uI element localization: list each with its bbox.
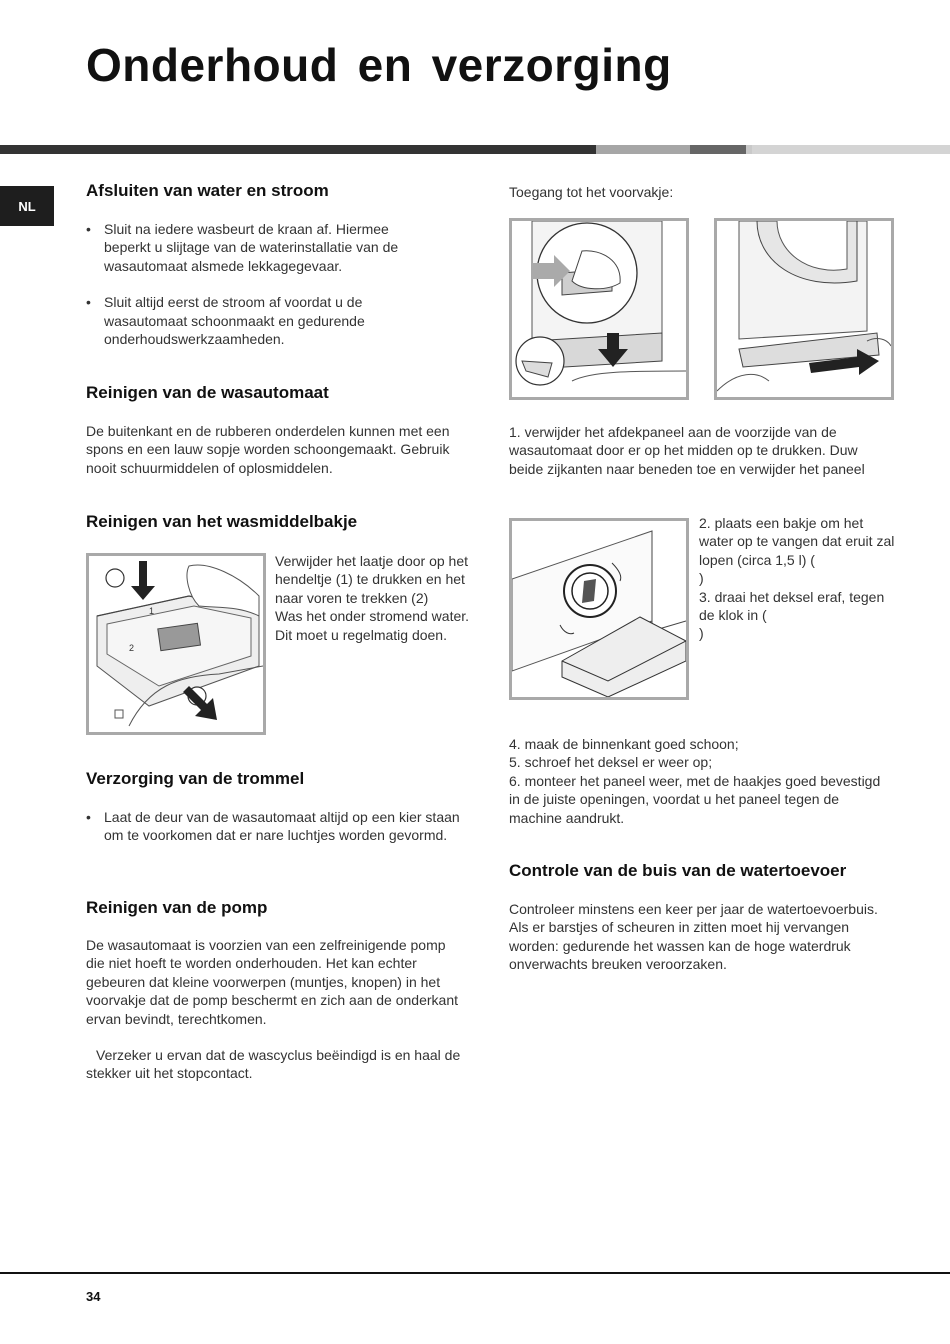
drawer-label-2: 2 [129,643,135,653]
heading-water-hose: Controle van de buis van de watertoevoer [509,861,847,880]
clean-pump-text: De wasautomaat is voorzien van een zelfreinigende pomp die niet hoeft te worden onderhouden. Het kan echter gebeuren dat kleine voorwerpen (muntjes, knopen) in het voorvakje dat de pomp beschermt en zich aan de onderkant ervan bevindt, terechtkomen. [86,937,459,1027]
step-1-text: 1. verwijder het afdekpaneel aan de voorzijde van de wasautomaat door er op het midden op te drukken. Duw beide zijkanten naar beneden toe en verwijder het paneel [509,424,865,477]
list-item: • Sluit altijd eerst de stroom af voordat u de wasautomaat schoonmaakt en gedurende onderhoudswerkzaamheden. [86,293,431,348]
drum-care-list [86,808,471,863]
page-title: Onderhoud en verzorging [86,39,672,91]
heading-water-power: Afsluiten van water en stroom [86,181,329,200]
pump-cover-illustration [509,518,689,700]
water-hose-text: Controleer minstens een keer per jaar de watertoevoerbuis. Als er barstjes of scheuren in zitten moet hij vervangen worden: gedurende het wassen kan de hoge waterdruk onverwachts breuken veroorzaken. [509,901,878,973]
heading-drum-care: Verzorging van de trommel [86,769,305,788]
panel-removal-illustration-1 [509,218,689,400]
heading-clean-machine: Reinigen van de wasautomaat [86,383,329,402]
heading-clean-pump: Reinigen van de pomp [86,898,268,917]
clean-pump-text-2: Verzeker u ervan dat de wascyclus beëindigd is en haal de stekker uit het stopcontact. [86,1047,461,1082]
drawer-label-1: 1 [149,606,155,616]
language-tab: NL [0,186,54,226]
list-item: • Laat de deur van de wasautomaat altijd op een kier staan om te voorkomen dat er nare luchtjes worden gevormd. [86,808,471,845]
steps-4-6-text: 4. maak de binnenkant goed schoon; 5. schroef het deksel er weer op; 6. monteer het paneel weer, met de haakjes goed bevestigd in de juiste openingen, voordat u het paneel tegen de machine aandrukt. [509,736,881,826]
access-intro: Toegang tot het voorvakje: [509,184,674,200]
panel-removal-illustration-2 [714,218,894,400]
list-item: • Sluit na iedere wasbeurt de kraan af. Hiermee beperkt u slijtage van de waterinstallatie van de wasautomaat alsmede lekkagegevaar. [86,220,431,275]
page-number: 34 [86,1289,101,1304]
water-power-list [86,220,431,366]
footer-rule [0,1272,950,1274]
clean-machine-text: De buitenkant en de rubberen onderdelen kunnen met een spons en een lauw sopje worden schoongemaakt. Gebruik nooit schuurmiddelen of oplosmiddelen. [86,423,450,476]
detergent-drawer-illustration [86,553,266,735]
step-2-3-text: 2. plaats een bakje om het water op te vangen dat eruit zal lopen (circa 1,5 l) ( ) 3. draai het deksel eraf, tegen de klok in ( ) [699,515,895,642]
heading-detergent-drawer: Reinigen van het wasmiddelbakje [86,512,358,531]
detergent-drawer-text: Verwijder het laatje door op het hendeltje (1) te drukken en het naar voren te trekken (2) Was het onder stromend water. Dit moet u regelmatig doen. [275,553,470,643]
